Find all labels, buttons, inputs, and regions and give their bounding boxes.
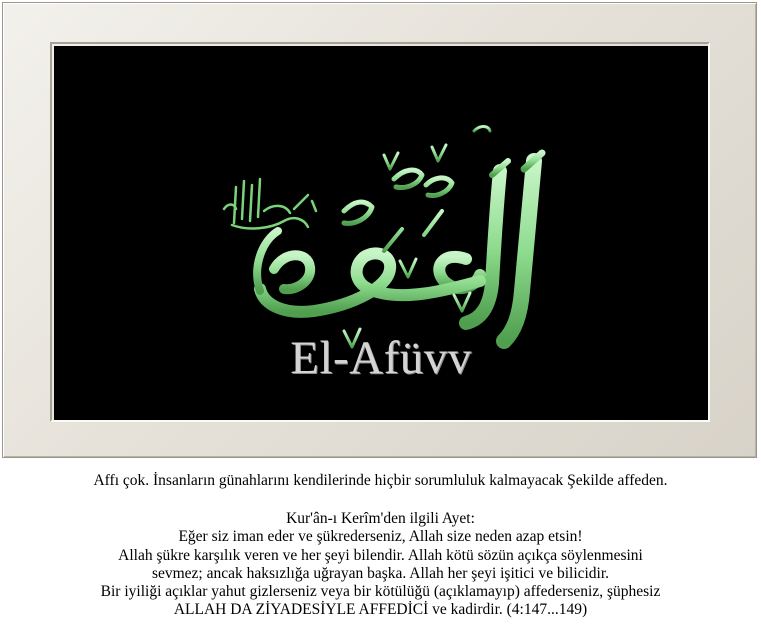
verse-line: Bir iyiliği açıklar yahut gizlerseniz veya bir kötülüğü (açıklamayıp) affederseniz, şüphesiz xyxy=(100,583,661,601)
arabic-calligraphy-image xyxy=(204,91,564,361)
verse-line: ALLAH DA ZİYADESİYLE AFFEDİCİ ve kadirdir. (4:147...149) xyxy=(173,601,588,619)
verse-block xyxy=(0,510,761,620)
verse-heading: Kur'ân-ı Kerîm'den ilgili Ayet: xyxy=(286,510,475,527)
verse-line: Eğer siz iman eder ve şükrederseniz, Allah size neden azap etsin! xyxy=(178,528,583,546)
artwork-panel xyxy=(54,46,708,420)
verse-line: Allah şükre karşılık veren ve her şeyi bilendir. Allah kötü sözün açıkça söylenmesini xyxy=(118,546,643,564)
meaning-text: Affı çok. İnsanların günahlarını kendilerinde hiçbir sorumluluk kalmayacak Şekilde affeden. xyxy=(93,472,668,489)
verse-line: sevmez; ancak haksızlığa uğrayan başka. Allah her şeyi işitici ve bilicidir. xyxy=(151,564,610,582)
name-caption: El-Afüvv xyxy=(290,332,472,384)
